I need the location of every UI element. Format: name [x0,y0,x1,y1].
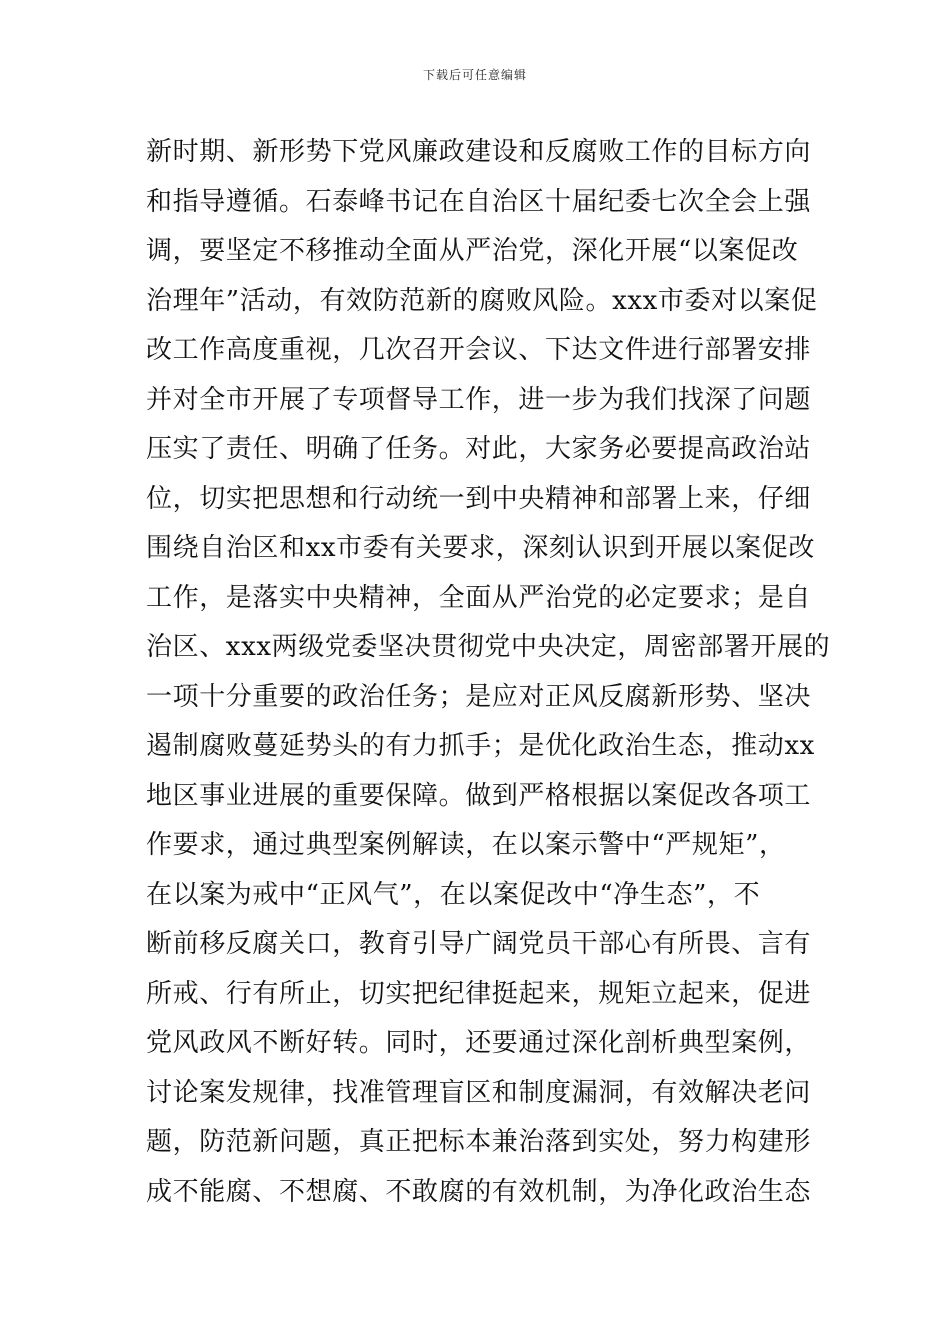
text-line: 治理年”活动，有效防范新的腐败风险。xxx市委对以案促 [146,285,818,316]
text-line: 并对全市开展了专项督导工作，进一步为我们找深了问题 [146,384,812,415]
text-line: 题，防范新问题，真正把标本兼治落到实处，努力构建形 [146,1127,812,1157]
text-line: 遏制腐败蔓延势头的有力抓手；是优化政治生态，推动xx [146,731,815,761]
text-line: 所戒、行有所止，切实把纪律挺起来，规矩立起来，促进 [146,978,812,1009]
text-line: 党风政风不断好转。同时，还要通过深化剖析典型案例， [146,1028,812,1058]
text-line: 成不能腐、不想腐、不敢腐的有效机制，为净化政治生态 [146,1176,812,1207]
download-note: 下载后可任意编辑 [422,68,527,82]
text-line: 工作，是落实中央精神，全面从严治党的必定要求；是自 [146,582,812,613]
body-paragraph [146,128,831,1217]
text-line: 断前移反腐关口，教育引导广阔党员干部心有所畏、言有 [146,929,812,959]
text-line: 压实了责任、明确了任务。对此，大家务必要提高政治站 [146,434,812,464]
text-line: 治区、xxx两级党委坚决贯彻党中央决定，周密部署开展的 [146,632,831,662]
text-line: 改工作高度重视，几次召开会议、下达文件进行部署安排 [146,335,812,365]
text-line: 新时期、新形势下党风廉政建设和反腐败工作的目标方向 [146,137,812,167]
text-line: 地区事业进展的重要保障。做到严格根据以案促改各项工 [146,780,812,811]
text-line: 讨论案发规律，找准管理盲区和制度漏洞，有效解决老问 [146,1077,812,1108]
text-line: 调，要坚定不移推动全面从严治党，深化开展“以案促改 [146,236,799,266]
text-line: 位，切实把思想和行动统一到中央精神和部署上来，仔细 [146,483,812,514]
text-line: 一项十分重要的政治任务；是应对正风反腐新形势、坚决 [146,681,812,712]
text-line: 在以案为戒中“正风气”，在以案促改中“净生态”，不 [146,879,761,910]
text-line: 和指导遵循。石泰峰书记在自治区十届纪委七次全会上强 [146,186,812,217]
text-line: 围绕自治区和xx市委有关要求，深刻认识到开展以案促改 [146,533,815,563]
text-line: 作要求，通过典型案例解读，在以案示警中“严规矩”， [146,830,786,860]
